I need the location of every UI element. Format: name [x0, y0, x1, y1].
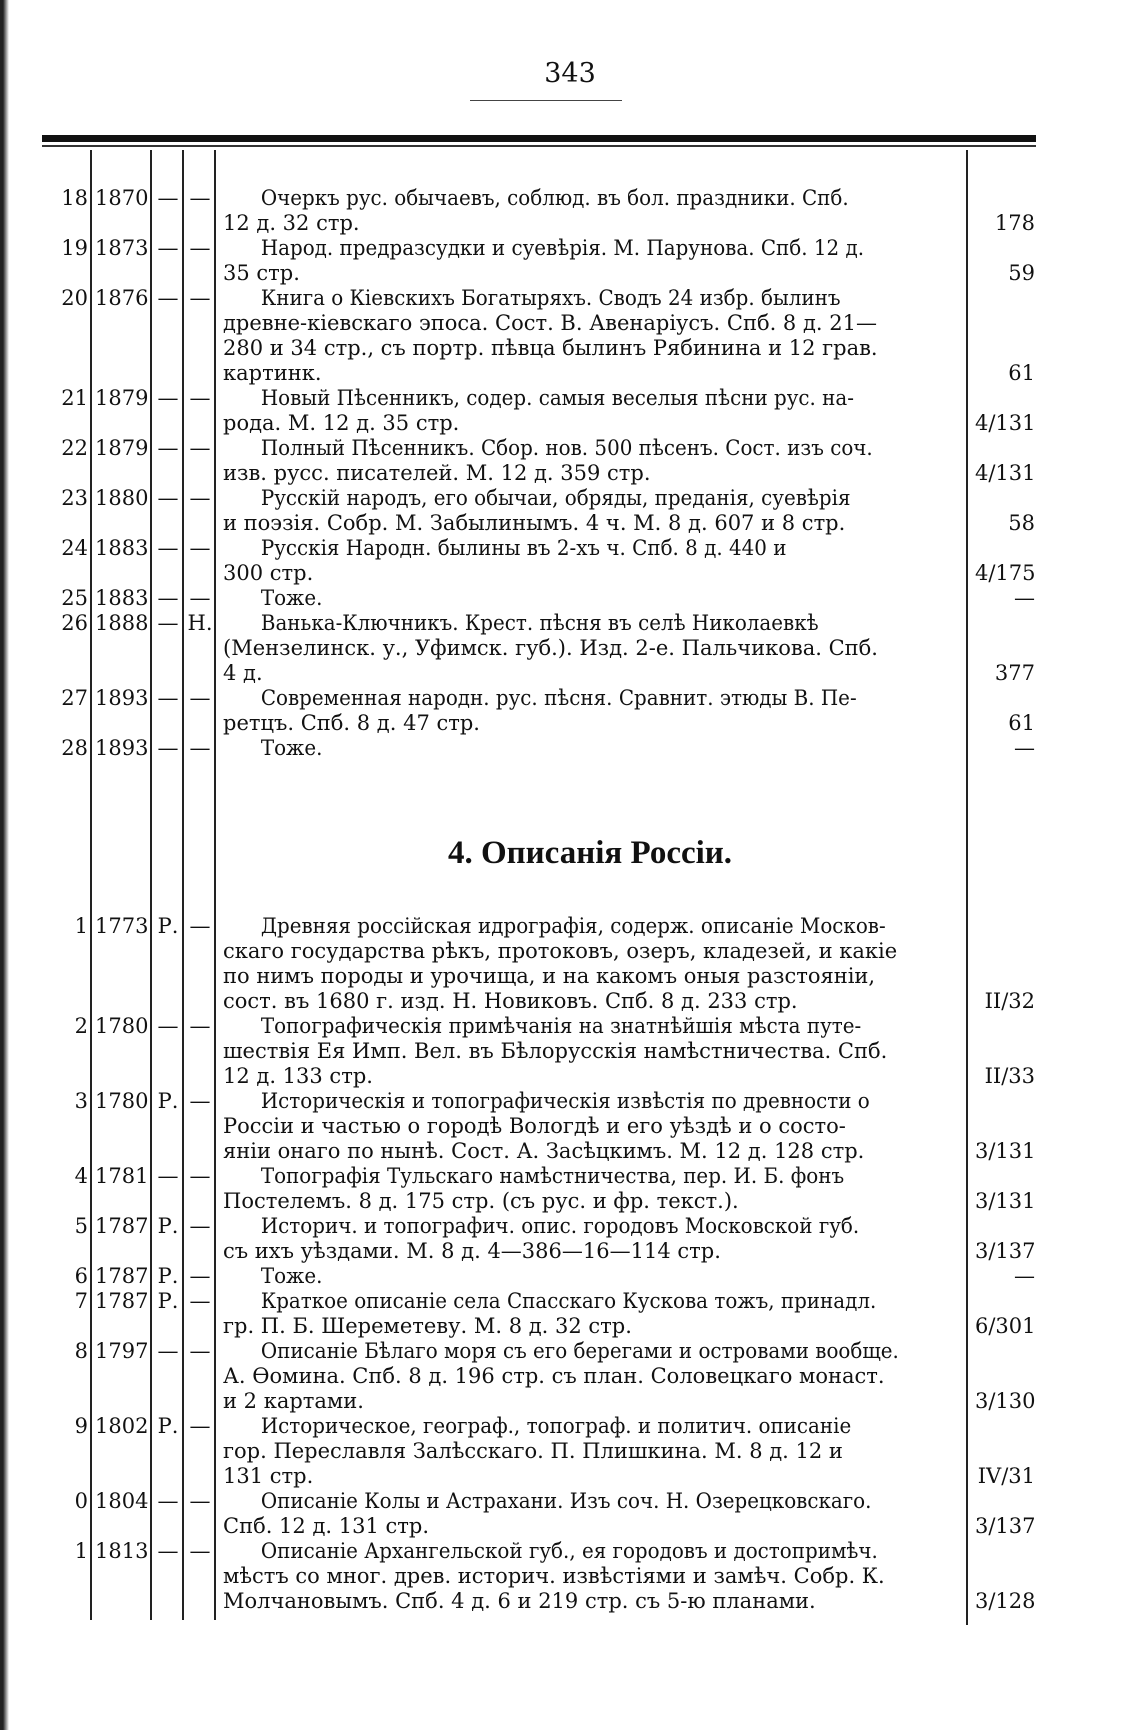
entry-number: 27 [61, 686, 88, 710]
entry-mark-1: — [157, 586, 179, 610]
entry-line: Молчановымъ. Спб. 4 д. 6 и 219 стр. съ 5-ю планами. [223, 1589, 816, 1613]
entry-mark-2: — [189, 586, 211, 610]
entry-mark-2: — [189, 486, 211, 510]
entry-line: Очеркъ рус. обычаевъ, соблюд. въ бол. праздники. Спб. [260, 186, 849, 210]
entry-number: 26 [61, 611, 88, 635]
entry-price: 58 [1008, 511, 1035, 535]
entry-mark-1: — [157, 436, 179, 460]
entry-line: 35 стр. [223, 261, 300, 285]
entry-number: 7 [74, 1289, 88, 1313]
entry-mark-1: Р. [157, 1264, 179, 1288]
entry-price: 3/131 [975, 1139, 1036, 1163]
entry-description [223, 1264, 963, 1289]
entry-mark-2: Н. [187, 611, 213, 635]
entry-price: 3/130 [975, 1389, 1036, 1413]
entry-year: 1880 [95, 486, 149, 510]
entry-line: Топографическія примѣчанія на знатнѣйшія мѣста путе- [260, 1014, 862, 1038]
entry-year: 1813 [95, 1539, 149, 1563]
entry-mark-1: — [157, 686, 179, 710]
entry-price: 61 [1008, 361, 1035, 385]
entry-mark-1: — [157, 536, 179, 560]
entry-line: изв. русс. писателей. М. 12 д. 359 стр. [223, 461, 651, 485]
entry-mark-2: — [189, 1489, 211, 1513]
entry-mark-1: — [157, 286, 179, 310]
entry-price: — [1014, 1264, 1035, 1288]
entry-description [223, 1539, 963, 1614]
entry-description [223, 1089, 963, 1164]
entry-line: 300 стр. [223, 561, 314, 585]
entry-year: 1893 [95, 736, 149, 760]
entry-line: по нимъ породы и урочища, и на какомъ оныя разстояніи, [223, 964, 876, 988]
entry-mark-1: — [157, 736, 179, 760]
entry-line: гор. Переславля Залѣсскаго. П. Плишкина. М. 8 д. 12 и [223, 1439, 843, 1463]
entry-year: 1888 [95, 611, 149, 635]
entry-year: 1802 [95, 1414, 149, 1438]
entry-line: мѣстъ со мног. древ. историч. извѣстіями и замѣч. Собр. К. [223, 1564, 885, 1588]
entry-description [223, 736, 963, 761]
entry-line: картинк. [223, 361, 322, 385]
entry-number: 22 [61, 436, 88, 460]
page-number: 343 [544, 58, 596, 89]
entry-year: 1780 [95, 1089, 149, 1113]
entry-mark-2: — [189, 1539, 211, 1563]
entry-price: 3/131 [975, 1189, 1036, 1213]
entry-number: 28 [61, 736, 88, 760]
entry-mark-1: — [157, 611, 179, 635]
entry-line: Ванька-Ключникъ. Крест. пѣсня въ селѣ Николаевкѣ [260, 611, 819, 635]
entry-line: Описаніе Архангельской губ., ея городовъ и достопримѣч. [260, 1539, 878, 1563]
entry-line: Топографія Тульскаго намѣстничества, пер. И. Б. фонъ [260, 1164, 845, 1188]
entry-year: 1780 [95, 1014, 149, 1038]
entry-line: Краткое описаніе села Спасскаго Кускова тожъ, принадл. [260, 1289, 877, 1313]
entry-year: 1873 [95, 236, 149, 260]
entry-number: 0 [74, 1489, 88, 1513]
entry-description [223, 486, 963, 536]
entry-mark-2: — [189, 536, 211, 560]
entry-number: 23 [61, 486, 88, 510]
entry-number: 24 [61, 536, 88, 560]
entry-line: Тоже. [260, 1264, 323, 1288]
entry-number: 1 [74, 1539, 88, 1563]
entry-mark-1: Р. [157, 1289, 179, 1313]
entry-mark-1: — [157, 236, 179, 260]
entry-number: 4 [74, 1164, 88, 1188]
entry-description [223, 1289, 963, 1339]
entry-price: 178 [994, 211, 1035, 235]
entry-mark-1: — [157, 1339, 179, 1363]
entry-number: 18 [61, 186, 88, 210]
entry-price: 6/301 [975, 1314, 1036, 1338]
entry-price: — [1014, 736, 1035, 760]
entry-mark-1: Р. [157, 1414, 179, 1438]
entry-number: 2 [74, 1014, 88, 1038]
entry-year: 1879 [95, 436, 149, 460]
entry-line: 12 д. 32 стр. [223, 211, 360, 235]
entry-mark-2: — [189, 286, 211, 310]
entry-description [223, 1339, 963, 1414]
entry-mark-2: — [189, 186, 211, 210]
entry-price: — [1014, 586, 1035, 610]
entry-mark-1: — [157, 1014, 179, 1038]
section-title: 4. Описанія Россіи. [447, 835, 733, 871]
entry-line: Полный Пѣсенникъ. Сбор. нов. 500 пѣсенъ. Сост. изъ соч. [260, 436, 873, 460]
entry-mark-2: — [189, 386, 211, 410]
entry-line: Историч. и топографич. опис. городовъ Московской губ. [260, 1214, 860, 1238]
entry-price: II/33 [984, 1064, 1035, 1088]
entry-line: Тоже. [260, 586, 323, 610]
entry-price: 3/128 [975, 1589, 1036, 1613]
entry-number: 5 [74, 1214, 88, 1238]
entry-line: древне-кіевскаго эпоса. Сост. В. Авенаріусъ. Спб. 8 д. 21— [223, 311, 877, 335]
entry-line: гр. П. Б. Шереметеву. М. 8 д. 32 стр. [223, 1314, 632, 1338]
entry-line: ретцъ. Спб. 8 д. 47 стр. [223, 711, 480, 735]
entry-price: 59 [1008, 261, 1035, 285]
entry-price: 4/131 [975, 461, 1036, 485]
entry-line: Русскій народъ, его обычаи, обряды, преданія, суевѣрія [260, 486, 851, 510]
entry-description [223, 1489, 963, 1539]
entry-mark-2: — [189, 236, 211, 260]
entry-description [223, 1014, 963, 1089]
entry-mark-2: — [189, 686, 211, 710]
entry-year: 1870 [95, 186, 149, 210]
entry-line: 12 д. 133 стр. [223, 1064, 373, 1088]
entry-line: Историческія и топографическія извѣстія по древности о [260, 1089, 870, 1113]
entry-line: рода. М. 12 д. 35 стр. [223, 411, 460, 435]
entry-description [223, 586, 963, 611]
entry-year: 1787 [95, 1214, 149, 1238]
entry-number: 6 [74, 1264, 88, 1288]
entry-mark-2: — [189, 1014, 211, 1038]
entry-description [223, 386, 963, 436]
entry-mark-1: — [157, 386, 179, 410]
entry-line: яніи онаго по нынѣ. Сост. А. Засѣцкимъ. М. 12 д. 128 стр. [223, 1139, 865, 1163]
entry-line: Описаніе Бѣлаго моря съ его берегами и островами вообще. [260, 1339, 899, 1363]
entry-number: 21 [61, 386, 88, 410]
entry-line: Описаніе Колы и Астрахани. Изъ соч. Н. Озерецковскаго. [260, 1489, 872, 1513]
entry-line: 4 д. [223, 661, 263, 685]
entry-year: 1787 [95, 1264, 149, 1288]
entry-line: Народ. предразсудки и суевѣрія. М. Парунова. Спб. 12 д. [260, 236, 865, 260]
entry-year: 1773 [95, 914, 149, 938]
entry-price: 61 [1008, 711, 1035, 735]
entry-mark-1: — [157, 486, 179, 510]
entry-mark-2: — [189, 1164, 211, 1188]
entry-number: 19 [61, 236, 88, 260]
entry-description [223, 236, 963, 286]
entry-line: Спб. 12 д. 131 стр. [223, 1514, 429, 1538]
entry-mark-2: — [189, 914, 211, 938]
entry-price: 4/131 [975, 411, 1036, 435]
entry-price: 4/175 [975, 561, 1036, 585]
entry-description [223, 1214, 963, 1264]
entry-line: 131 стр. [223, 1464, 314, 1488]
entry-mark-1: — [157, 1164, 179, 1188]
entry-mark-1: Р. [157, 1214, 179, 1238]
entry-line: А. Ѳомина. Спб. 8 д. 196 стр. съ план. Соловецкаго монаст. [223, 1364, 885, 1388]
entry-number: 20 [61, 286, 88, 310]
entry-price: II/32 [984, 989, 1035, 1013]
entry-year: 1797 [95, 1339, 149, 1363]
entry-number: 8 [74, 1339, 88, 1363]
entry-description [223, 1414, 963, 1489]
entry-number: 9 [74, 1414, 88, 1438]
entry-line: Новый Пѣсенникъ, содер. самыя веселыя пѣсни рус. на- [260, 386, 854, 410]
entry-mark-2: — [189, 736, 211, 760]
entry-line: Россіи и частью о городѣ Вологдѣ и его уѣздѣ и о состо- [223, 1114, 846, 1138]
entry-line: скаго государства рѣкъ, протоковъ, озеръ, кладезей, и какіе [223, 939, 898, 963]
entry-line: сост. въ 1680 г. изд. Н. Новиковъ. Спб. 8 д. 233 стр. [223, 989, 798, 1013]
entry-mark-1: Р. [157, 1089, 179, 1113]
entry-description [223, 436, 963, 486]
entry-mark-1: — [157, 1539, 179, 1563]
entry-year: 1883 [95, 586, 149, 610]
entry-line: Книга о Кіевскихъ Богатыряхъ. Сводъ 24 избр. былинъ [260, 286, 841, 310]
entry-line: Постелемъ. 8 д. 175 стр. (съ рус. и фр. текст.). [223, 1189, 739, 1213]
entry-line: и 2 картами. [223, 1389, 364, 1413]
entry-price: 3/137 [975, 1239, 1036, 1263]
entry-line: Русскія Народн. былины въ 2-хъ ч. Спб. 8 д. 440 и [260, 536, 787, 560]
entry-mark-2: — [189, 1414, 211, 1438]
entry-line: (Мензелинск. у., Уфимск. губ.). Изд. 2-е. Пальчикова. Спб. [223, 636, 878, 660]
entry-mark-2: — [189, 436, 211, 460]
entry-description [223, 1164, 963, 1214]
entry-number: 1 [74, 914, 88, 938]
entry-year: 1787 [95, 1289, 149, 1313]
entry-description [223, 286, 963, 386]
entry-price: IV/31 [977, 1464, 1035, 1488]
entry-mark-2: — [189, 1289, 211, 1313]
entry-mark-2: — [189, 1089, 211, 1113]
entry-line: 280 и 34 стр., съ портр. пѣвца былинъ Рябинина и 12 грав. [223, 336, 878, 360]
entry-number: 3 [74, 1089, 88, 1113]
entry-line: Историческое, географ., топограф. и политич. описаніе [260, 1414, 852, 1438]
entry-description [223, 536, 963, 586]
entry-line: шествія Ея Имп. Вел. въ Бѣлорусскія намѣстничества. Спб. [223, 1039, 888, 1063]
entry-description [223, 686, 963, 736]
entry-year: 1781 [95, 1164, 149, 1188]
entry-mark-2: — [189, 1214, 211, 1238]
entry-year: 1804 [95, 1489, 149, 1513]
entry-line: съ ихъ уѣздами. М. 8 д. 4—386—16—114 стр. [223, 1239, 721, 1263]
entry-line: и поэзія. Собр. М. Забылинымъ. 4 ч. М. 8 д. 607 и 8 стр. [223, 511, 846, 535]
entry-mark-1: Р. [157, 914, 179, 938]
entry-mark-2: — [189, 1264, 211, 1288]
entry-mark-1: — [157, 186, 179, 210]
entry-year: 1893 [95, 686, 149, 710]
entry-year: 1883 [95, 536, 149, 560]
entry-year: 1876 [95, 286, 149, 310]
entry-line: Древняя россійская идрографія, содерж. описаніе Москов- [260, 914, 886, 938]
entry-mark-1: — [157, 1489, 179, 1513]
entry-year: 1879 [95, 386, 149, 410]
entry-price: 3/137 [975, 1514, 1036, 1538]
entry-description [223, 186, 963, 236]
entry-description [223, 914, 963, 1014]
entry-mark-2: — [189, 1339, 211, 1363]
entry-line: Современная народн. рус. пѣсня. Сравнит. этюды В. Пе- [260, 686, 857, 710]
entry-price: 377 [994, 661, 1035, 685]
entry-line: Тоже. [260, 736, 323, 760]
entry-number: 25 [61, 586, 88, 610]
entry-description [223, 611, 963, 686]
